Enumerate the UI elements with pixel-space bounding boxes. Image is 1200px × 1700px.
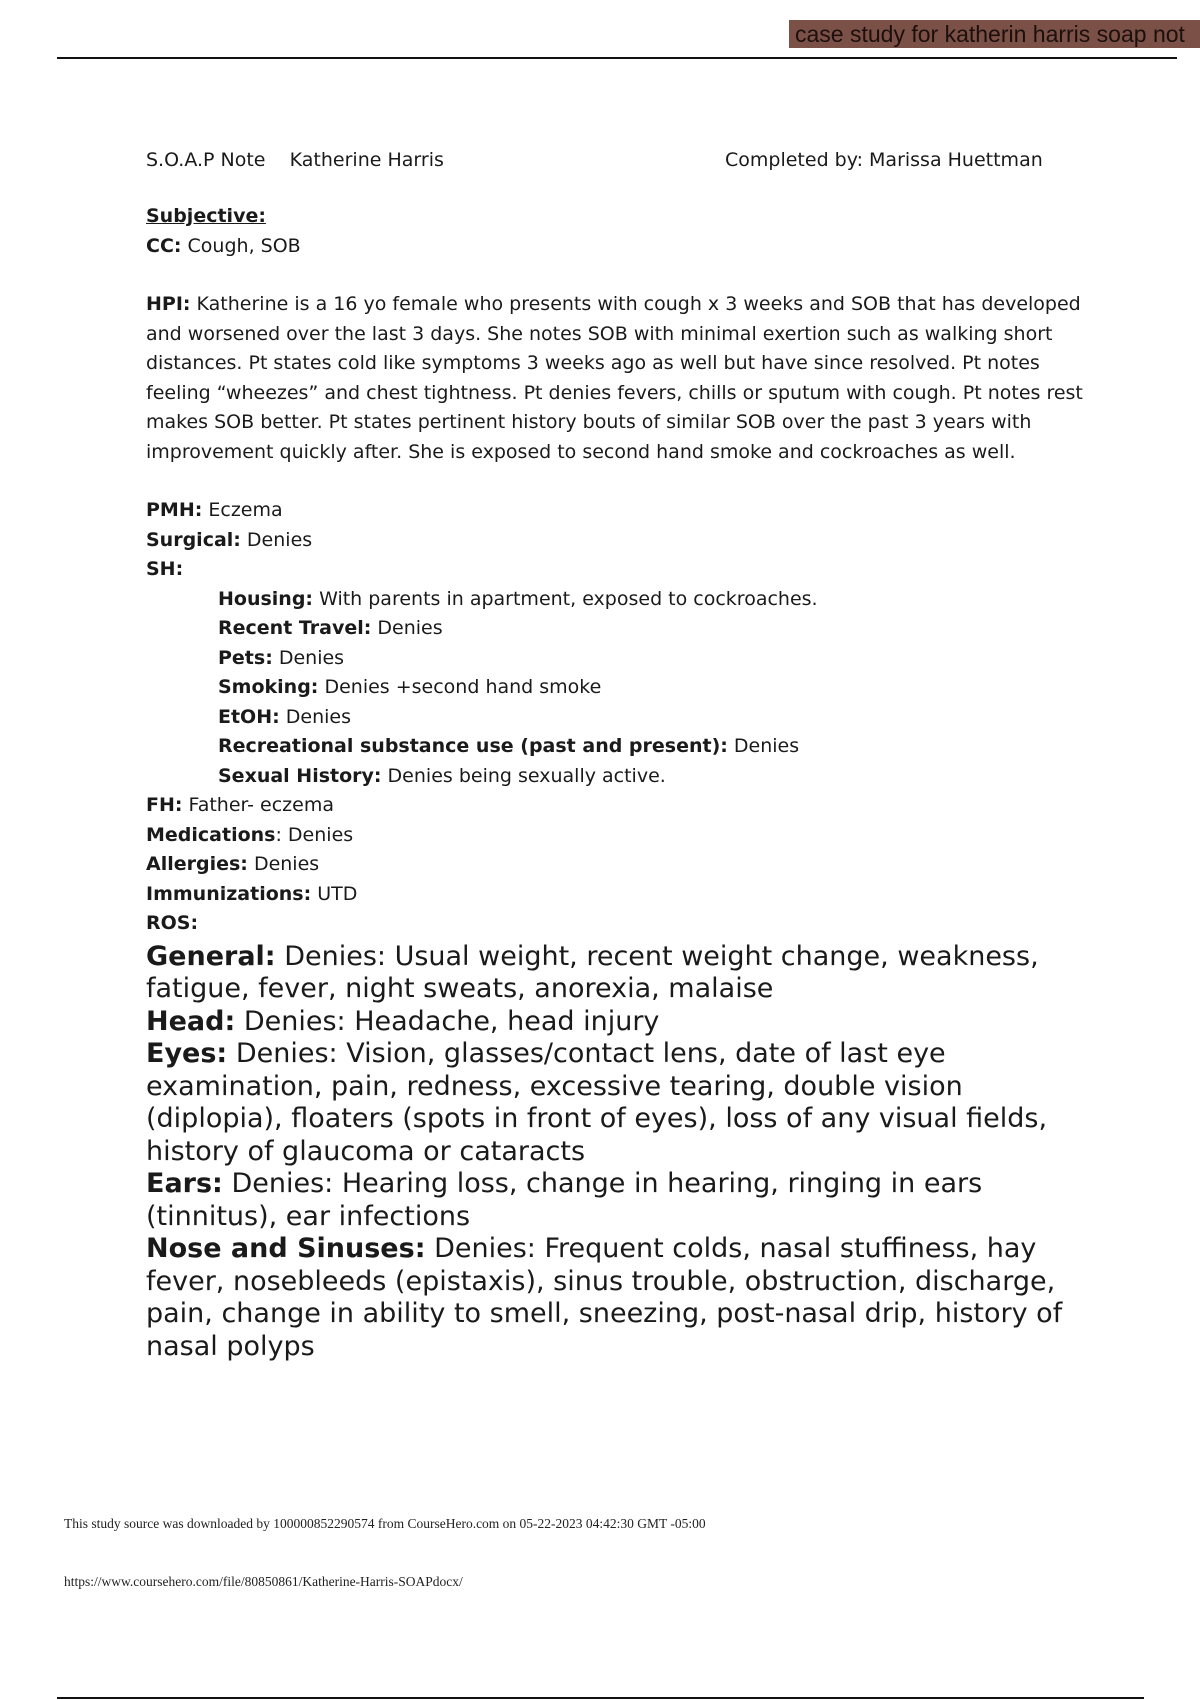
ros-label: ROS: xyxy=(146,912,199,934)
sh-sexual-history: Sexual History: Denies being sexually active. xyxy=(218,764,666,787)
ros-general: General: Denies: Usual weight, recent weight change, weakness, fatigue, fever, night sweats, anorexia, malaise xyxy=(146,940,1039,1004)
note-header xyxy=(146,146,1106,176)
bottom-divider xyxy=(57,1697,1144,1699)
allergies-line: Allergies: Denies xyxy=(146,853,320,875)
sh-housing: Housing: With parents in apartment, exposed to cockroaches. xyxy=(218,587,818,610)
hpi-paragraph: HPI: Katherine is a 16 yo female who presents with cough x 3 weeks and SOB that has developed and worsened over the last 3 days. She notes SOB with minimal exertion such as walking short distances. Pt states cold like symptoms 3 weeks ago as well but have since resolved. Pt notes feeling “wheezes” and chest tightness. Pt denies fevers, chills or sputum with cough. Pt notes rest makes SOB better. Pt states pertinent history bouts of similar SOB over the past 3 years with improvement quickly after. She is exposed to second hand smoke and cockroaches as well. xyxy=(146,293,1083,463)
ros-head: Head: Denies: Headache, head injury xyxy=(146,1005,660,1037)
ros-ears: Ears: Denies: Hearing loss, change in hearing, ringing in ears (tinnitus), ear infections xyxy=(146,1168,983,1232)
immunizations-line: Immunizations: UTD xyxy=(146,882,358,905)
surgical-line: Surgical: Denies xyxy=(146,528,313,551)
soap-note xyxy=(146,146,1106,1363)
sh-etoh: EtOH: Denies xyxy=(218,705,351,728)
sh-pets: Pets: Denies xyxy=(218,646,345,669)
top-divider xyxy=(57,57,1177,59)
download-notice: This study source was downloaded by 100000852290574 from CourseHero.com on 05-22-2023 04:42:30 GMT -05:00 xyxy=(64,1516,706,1531)
review-of-systems xyxy=(146,941,1106,1364)
note-title: S.O.A.P Note Katherine Harris xyxy=(146,149,444,171)
ros-eyes: Eyes: Denies: Vision, glasses/contact lens, date of last eye examination, pain, redness, excessive tearing, double vision (diplopia), floaters (spots in front of eyes), loss of any visual fields, history of glaucoma or cataracts xyxy=(146,1038,1048,1167)
ros-nose-sinuses: Nose and Sinuses: Denies: Frequent colds, nasal stuffiness, hay fever, nosebleeds (epistaxis), sinus trouble, obstruction, discharge, pain, change in ability to smell, sneezing, post-nasal drip, history of nasal polyps xyxy=(146,1233,1063,1362)
document-title-banner: case study for katherin harris soap not xyxy=(789,20,1200,48)
fh-line: FH: Father- eczema xyxy=(146,794,334,816)
medications-line: Medications: Denies xyxy=(146,823,354,846)
sh-recent-travel: Recent Travel: Denies xyxy=(218,617,443,639)
chief-complaint: CC: Cough, SOB xyxy=(146,234,301,257)
pmh-line: PMH: Eczema xyxy=(146,499,283,521)
source-url[interactable]: https://www.coursehero.com/file/80850861/Katherine-Harris-SOAPdocx/ xyxy=(64,1574,463,1589)
social-history-list xyxy=(146,585,1106,792)
completed-by: Completed by: Marissa Huettman xyxy=(725,149,1043,171)
sh-smoking: Smoking: Denies +second hand smoke xyxy=(218,676,602,698)
subjective-heading: Subjective: xyxy=(146,205,266,227)
sh-label: SH: xyxy=(146,558,184,580)
sh-recreational-substances: Recreational substance use (past and present): Denies xyxy=(218,735,800,757)
